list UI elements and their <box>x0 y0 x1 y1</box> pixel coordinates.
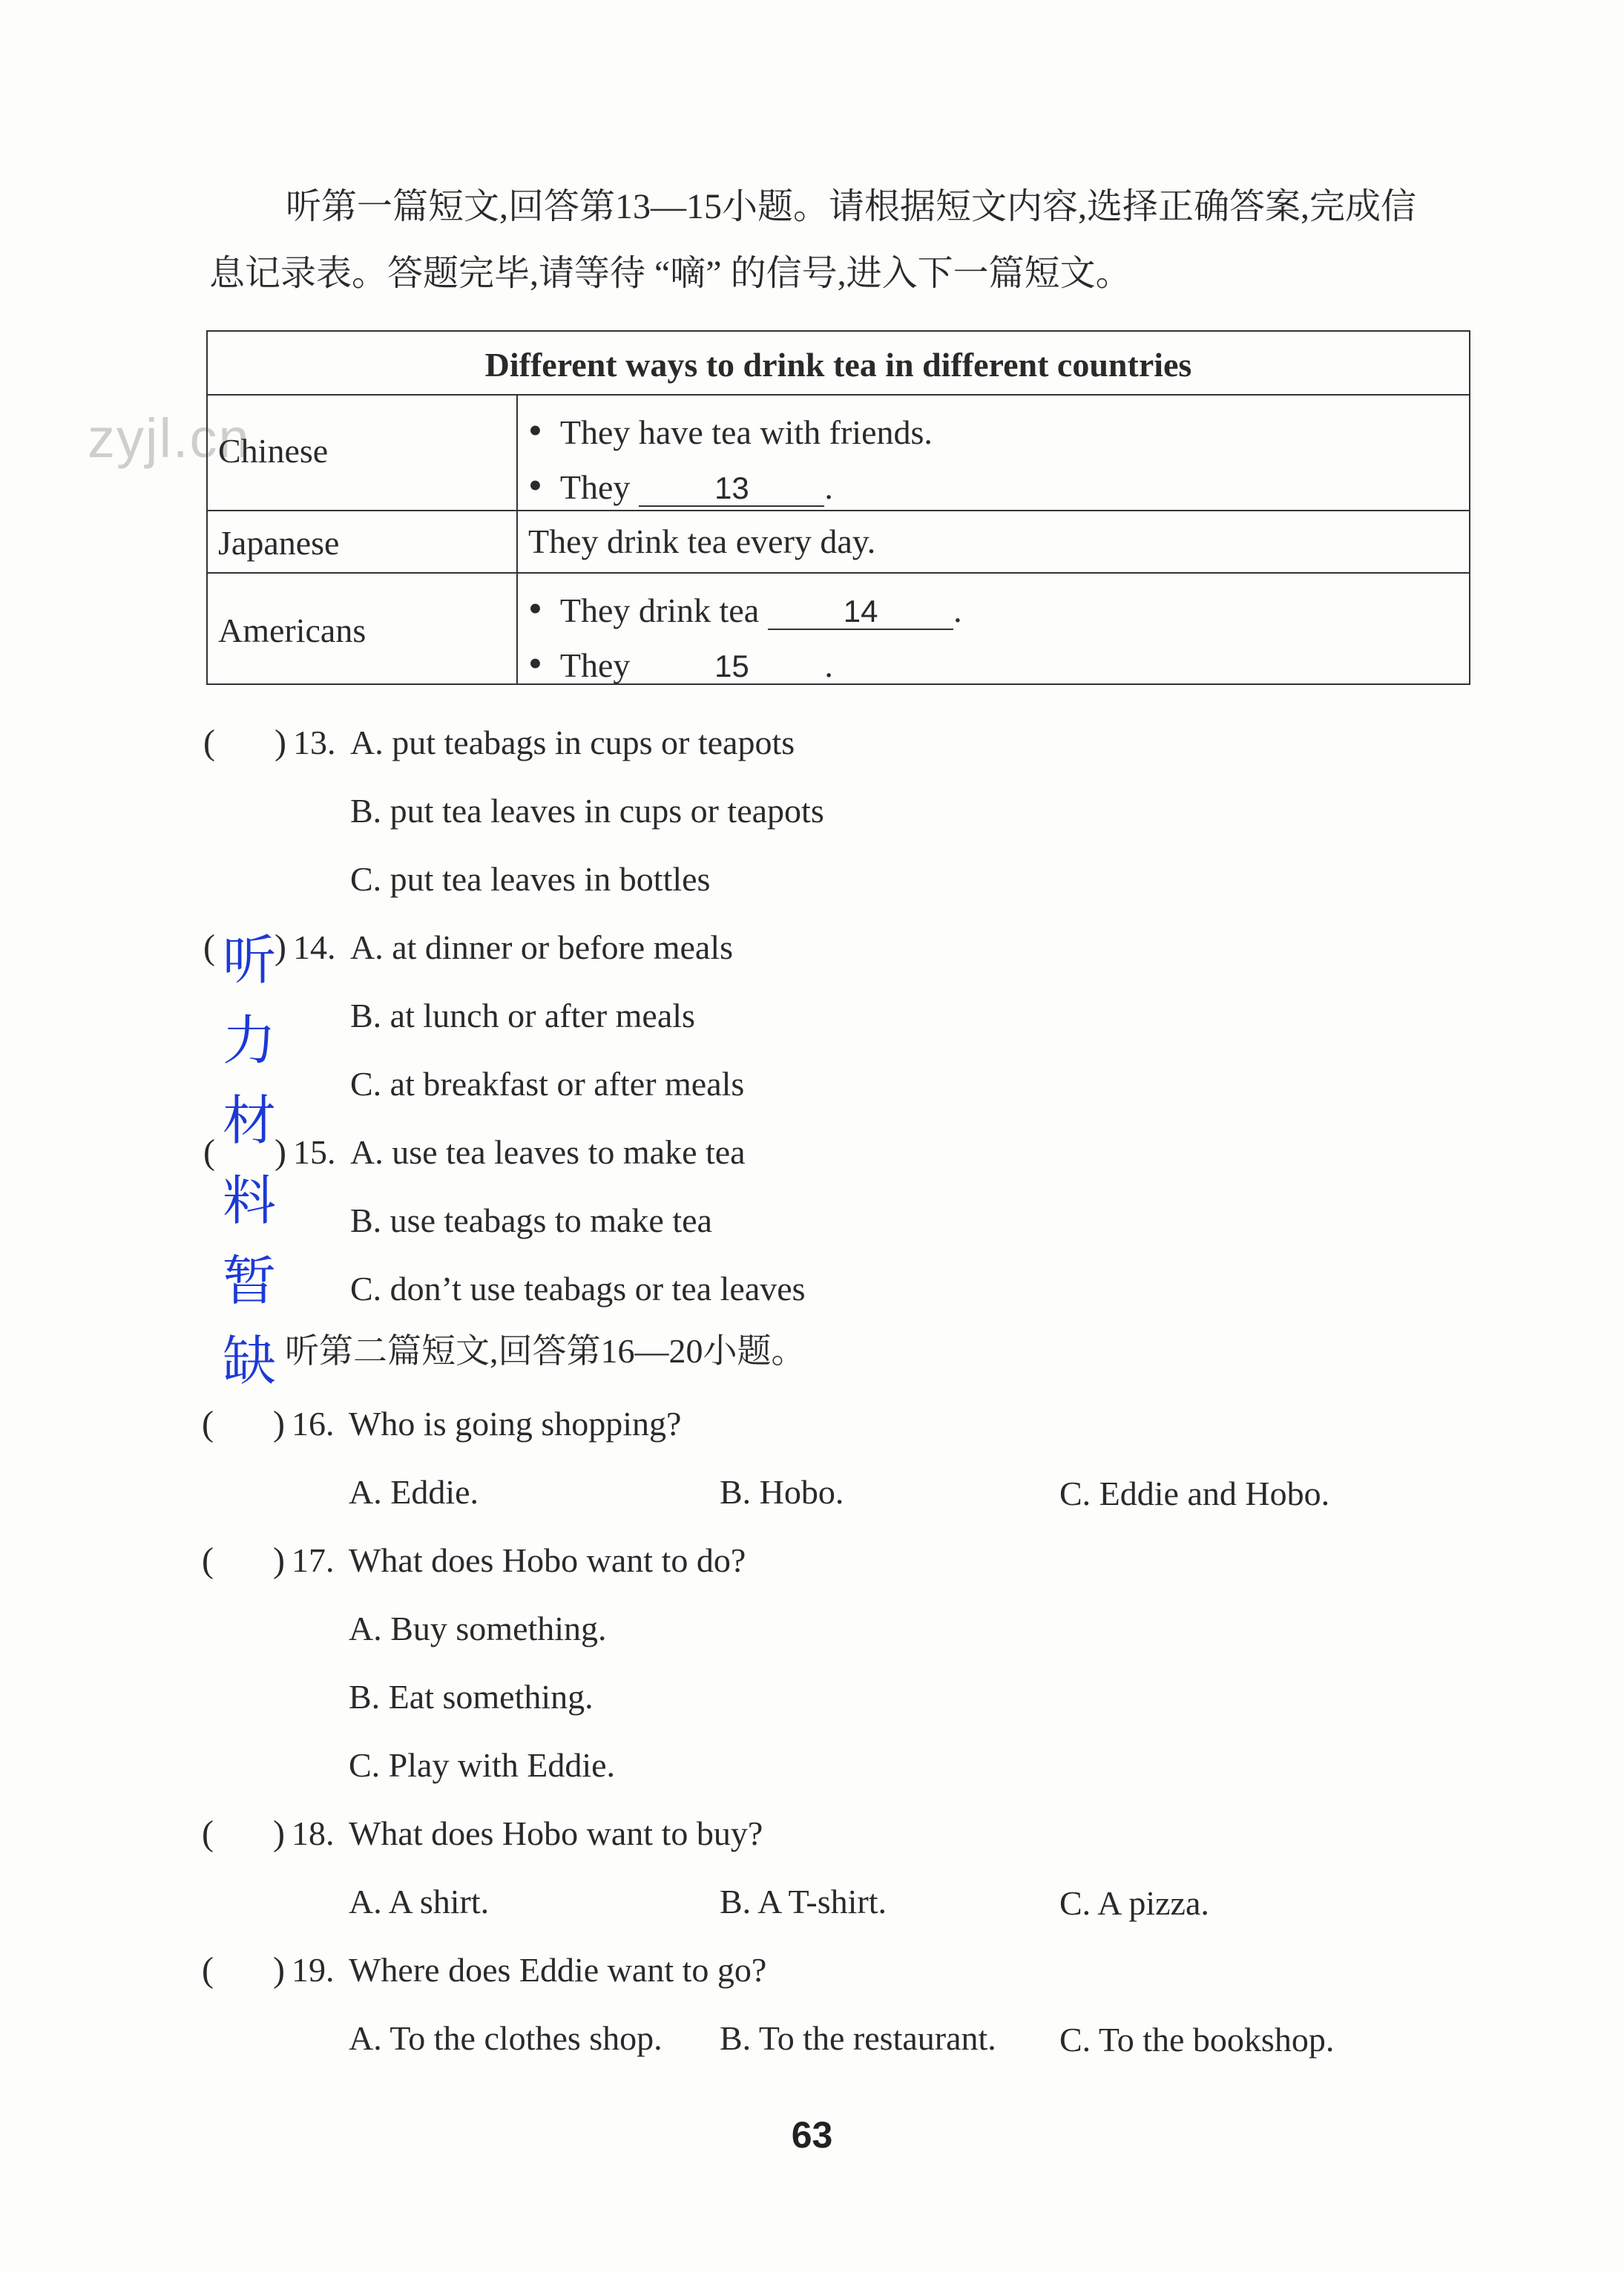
question-18-number: 18. <box>292 1814 335 1852</box>
question-17-stem: What does Hobo want to do? <box>349 1541 746 1579</box>
blank-14[interactable]: 14 <box>768 594 953 630</box>
question-19-stem: Where does Eddie want to go? <box>349 1951 767 1989</box>
paren-close-19: ) <box>273 1950 285 1990</box>
row-label-japanese: Japanese <box>218 524 340 562</box>
answer-paren-16[interactable]: ( <box>202 1404 214 1443</box>
q13-option-b: B. put tea leaves in cups or teapots <box>350 792 824 830</box>
q17-option-b: B. Eat something. <box>349 1678 594 1716</box>
q18-option-a: A. A shirt. <box>349 1883 490 1921</box>
q16-option-a: A. Eddie. <box>349 1473 479 1511</box>
q15-option-c: C. don’t use teabags or tea leaves <box>350 1270 806 1308</box>
q17-option-c: C. Play with Eddie. <box>349 1746 616 1784</box>
question-16-number: 16. <box>292 1405 335 1443</box>
info-table <box>206 330 1470 685</box>
paren-close-16: ) <box>273 1404 285 1443</box>
intro-line-1: 听第一篇短文,回答第13—15小题。请根据短文内容,选择正确答案,完成信 <box>286 187 1417 226</box>
row-label-chinese: Chinese <box>218 432 329 470</box>
q14-option-a: A. at dinner or before meals <box>350 928 734 966</box>
answer-paren-open-13[interactable]: ( <box>203 723 215 762</box>
question-14-number: 14. <box>293 928 336 966</box>
chinese-item-1: • They have tea with friends. <box>528 407 933 453</box>
watermark: zyjl.cn <box>88 407 251 469</box>
paren-close-17: ) <box>273 1541 285 1580</box>
question-17-number: 17. <box>292 1541 335 1579</box>
q15-option-b: B. use teabags to make tea <box>350 1201 712 1239</box>
answer-paren-close-13: ) <box>274 723 286 762</box>
q13-option-a: A. put teabags in cups or teapots <box>350 724 795 761</box>
q18-option-b: B. A T-shirt. <box>720 1883 887 1921</box>
answer-paren-open-14[interactable]: ( <box>203 928 215 967</box>
question-18-stem: What does Hobo want to buy? <box>349 1814 763 1852</box>
answer-paren-open-15[interactable]: ( <box>203 1132 215 1172</box>
americans-item-1: • They drink tea 14 . <box>528 586 962 632</box>
answer-paren-close-15: ) <box>274 1132 286 1172</box>
paren-close-18: ) <box>273 1814 285 1853</box>
q14-option-c: C. at breakfast or after meals <box>350 1065 745 1103</box>
q15-option-a: A. use tea leaves to make tea <box>350 1133 746 1171</box>
answer-paren-18[interactable]: ( <box>202 1814 214 1853</box>
listening-material-missing-stamp: 听 力 材 料 暂 缺 <box>222 929 276 1392</box>
q14-option-b: B. at lunch or after meals <box>350 997 695 1034</box>
q18-option-c: C. A pizza. <box>1059 1884 1209 1922</box>
americans-item-2: • They 15 . <box>528 640 833 686</box>
q19-option-c: C. To the bookshop. <box>1059 2021 1335 2059</box>
q19-option-a: A. To the clothes shop. <box>349 2019 663 2057</box>
intro-line-2: 息记录表。答题完毕,请等待 “嘀” 的信号,进入下一篇短文。 <box>209 254 1131 293</box>
q19-option-b: B. To the restaurant. <box>720 2019 996 2057</box>
table-title: Different ways to drink tea in different countries <box>484 346 1192 384</box>
answer-paren-19[interactable]: ( <box>202 1950 214 1990</box>
question-15-number: 15. <box>293 1133 336 1171</box>
page-number: 63 <box>791 2114 833 2156</box>
q16-option-b: B. Hobo. <box>720 1473 844 1511</box>
question-16-stem: Who is going shopping? <box>349 1405 682 1443</box>
q13-option-c: C. put tea leaves in bottles <box>350 860 711 898</box>
blank-13[interactable]: 13 <box>639 471 824 507</box>
section-2-instruction: 听第二篇短文,回答第16—20小题。 <box>285 1332 806 1370</box>
chinese-item-2: • They 13 . <box>528 462 833 508</box>
q17-option-a: A. Buy something. <box>349 1610 607 1647</box>
q16-option-c: C. Eddie and Hobo. <box>1059 1475 1330 1512</box>
blank-15[interactable]: 15 <box>639 649 824 685</box>
question-19-number: 19. <box>292 1951 335 1989</box>
answer-paren-17[interactable]: ( <box>202 1541 214 1580</box>
japanese-text: They drink tea every day. <box>528 522 876 560</box>
question-13-number: 13. <box>293 724 336 761</box>
row-label-americans: Americans <box>218 611 366 649</box>
answer-paren-close-14: ) <box>274 928 286 967</box>
